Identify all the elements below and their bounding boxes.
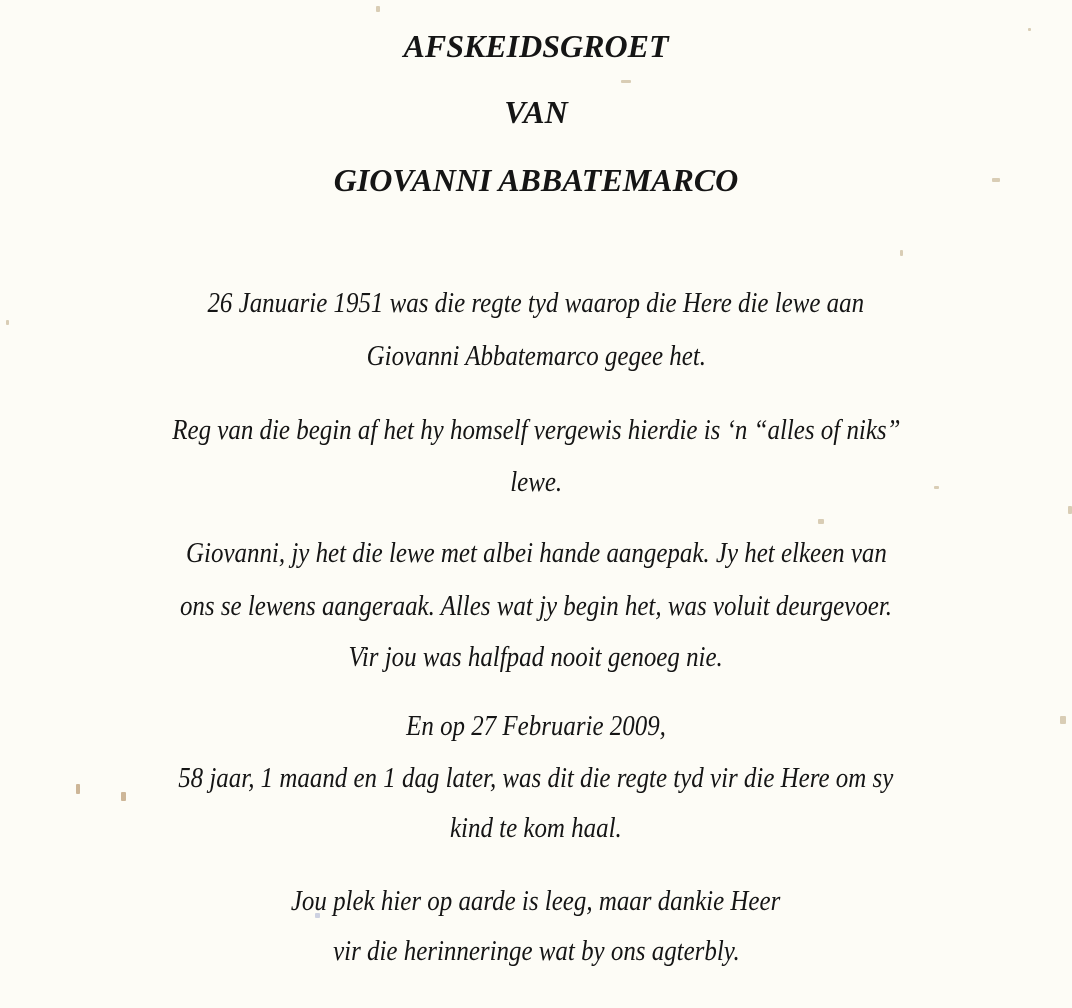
paper-speck [6,320,9,325]
paragraph-4-line-3 [0,812,1072,845]
text: Giovanni Abbatemarco gegee het. [366,340,706,372]
text: vir die herinneringe wat by ons agterbly. [332,935,740,967]
paragraph-3-line-3 [0,641,1072,674]
paragraph-2-line-1 [0,414,1072,447]
text: lewe. [510,466,562,498]
paper-speck [621,80,631,83]
paragraph-4-line-1 [0,710,1072,743]
paragraph-5-line-2 [0,935,1072,968]
text: Reg van die begin af het hy homself vergewis hierdie is ‘n “alles of niks” [171,414,901,446]
paragraph-1-line-2 [0,340,1072,373]
paragraph-3-line-1 [0,537,1072,570]
title-line-1: AFSKEIDSGROET [403,28,669,64]
paragraph-1-line-1 [0,287,1072,320]
text: En op 27 Februarie 2009, [406,710,666,742]
text: Vir jou was halfpad nooit genoeg nie. [348,641,724,673]
paragraph-5-line-1 [0,885,1072,918]
paragraph-2-line-2 [0,466,1072,499]
title-line-3: GIOVANNI ABBATEMARCO [333,162,739,198]
text: 26 Januarie 1951 was die regte tyd waarop die Here die lewe aan [207,287,865,319]
text: Giovanni, jy het die lewe met albei hande aangepak. Jy het elkeen van [185,537,887,569]
paper-speck [1068,506,1072,514]
title-line-2: VAN [504,94,568,130]
text: 58 jaar, 1 maand en 1 dag later, was dit die regte tyd vir die Here om sy [178,762,894,794]
text: Jou plek hier op aarde is leeg, maar dankie Heer [291,885,781,917]
paragraph-3-line-2 [0,590,1072,623]
paper-speck [818,519,824,524]
paragraph-4-line-2 [0,762,1072,795]
text: ons se lewens aangeraak. Alles wat jy begin het, was voluit deurgevoer. [179,590,893,622]
paper-speck [376,6,380,12]
paper-speck [900,250,903,256]
text: kind te kom haal. [450,812,622,844]
